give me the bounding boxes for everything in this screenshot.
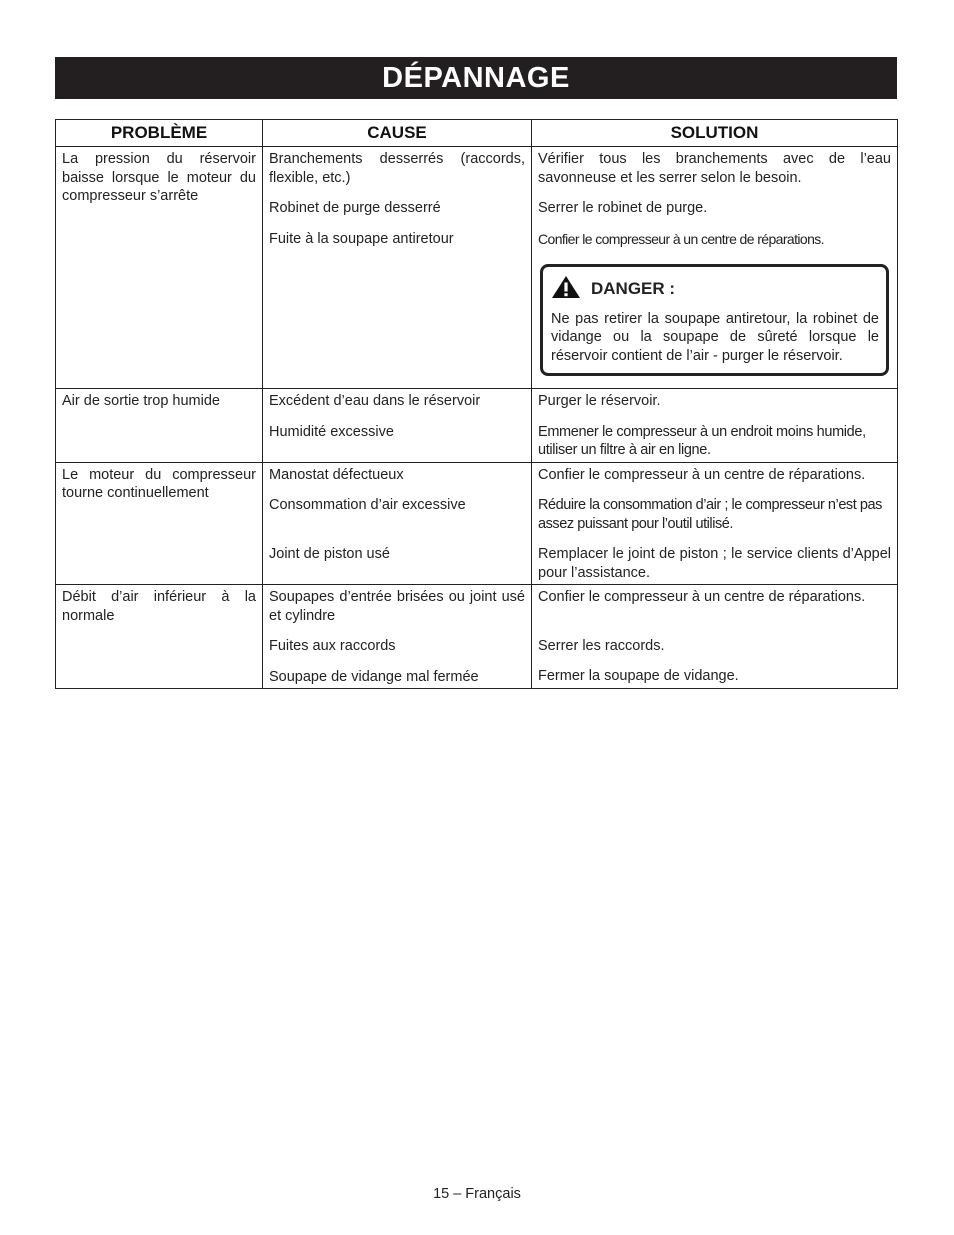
solution-entry: Fermer la soupape de vidange. (538, 668, 739, 684)
cause-entry: Branchements desserrés (raccords, flexible, etc.) (269, 151, 525, 186)
cause-entry: Fuites aux raccords (269, 638, 396, 654)
solution-entry: Confier le compresseur à un centre de réparations. (538, 589, 866, 605)
problem-text: Le moteur du compresseur tourne continuellement (62, 466, 256, 501)
danger-label: DANGER : (591, 279, 676, 298)
troubleshooting-table (55, 119, 898, 689)
danger-text: Ne pas retirer la soupape antiretour, la robinet de vidange ou la soupape de sûreté lorsque le réservoir contient de l’air - purger le réservoir. (551, 310, 879, 364)
cause-entry: Soupapes d’entrée brisées ou joint usé et cylindre (269, 589, 525, 624)
solution-entry: Confier le compresseur à un centre de réparations. (538, 230, 824, 247)
header-solution: SOLUTION (532, 120, 898, 147)
cause-entry: Consommation d’air excessive (269, 497, 466, 513)
cause-entry: Joint de piston usé (269, 545, 390, 562)
problem-text: Air de sortie trop humide (62, 393, 220, 409)
cause-cell (263, 585, 532, 689)
problem-cell (56, 462, 263, 585)
cause-entry: Manostat défectueux (269, 466, 404, 483)
solution-cell (532, 147, 898, 389)
solution-cell (532, 585, 898, 689)
table-row (56, 585, 898, 689)
cause-cell (263, 147, 532, 389)
solution-entry: Emmener le compresseur à un endroit moins humide, utiliser un filtre à air en ligne. (538, 423, 866, 458)
cause-entry: Robinet de purge desserré (269, 200, 441, 216)
page-footer: 15 – Français (433, 1186, 521, 1202)
problem-text: La pression du réservoir baisse lorsque le moteur du compresseur s’arrête (62, 151, 256, 204)
solution-entry: Confier le compresseur à un centre de réparations. (538, 466, 866, 483)
cause-entry: Humidité excessive (269, 423, 394, 440)
problem-cell (56, 389, 263, 463)
problem-cell (56, 585, 263, 689)
cause-entry: Excédent d’eau dans le réservoir (269, 393, 481, 409)
solution-entry: Remplacer le joint de piston ; le service clients d’Appel pour l’assistance. (538, 546, 891, 581)
table-row (56, 389, 898, 463)
table-header-row (56, 120, 898, 147)
solution-entry: Serrer le robinet de purge. (538, 200, 708, 216)
table-row (56, 147, 898, 389)
solution-entry: Purger le réservoir. (538, 393, 661, 409)
page-title: DÉPANNAGE (55, 57, 897, 99)
header-problem: PROBLÈME (56, 120, 263, 147)
header-cause: CAUSE (263, 120, 532, 147)
solution-entry: Serrer les raccords. (538, 637, 665, 654)
cause-cell (263, 462, 532, 585)
cause-entry: Soupape de vidange mal fermée (269, 668, 479, 685)
table-row (56, 462, 898, 585)
solution-entry: Réduire la consommation d’air ; le compresseur n’est pas assez puissant pour l’outil utilisé. (538, 497, 882, 532)
solution-entry: Vérifier tous les branchements avec de l’eau savonneuse et les serrer selon le besoin. (538, 151, 891, 186)
cause-entry: Fuite à la soupape antiretour (269, 230, 454, 247)
danger-box (540, 264, 889, 376)
problem-text: Débit d’air inférieur à la normale (62, 589, 256, 624)
warning-triangle-icon (551, 275, 591, 304)
cause-cell (263, 389, 532, 463)
danger-heading (551, 275, 879, 304)
solution-cell (532, 462, 898, 585)
solution-cell (532, 389, 898, 463)
problem-cell (56, 147, 263, 389)
